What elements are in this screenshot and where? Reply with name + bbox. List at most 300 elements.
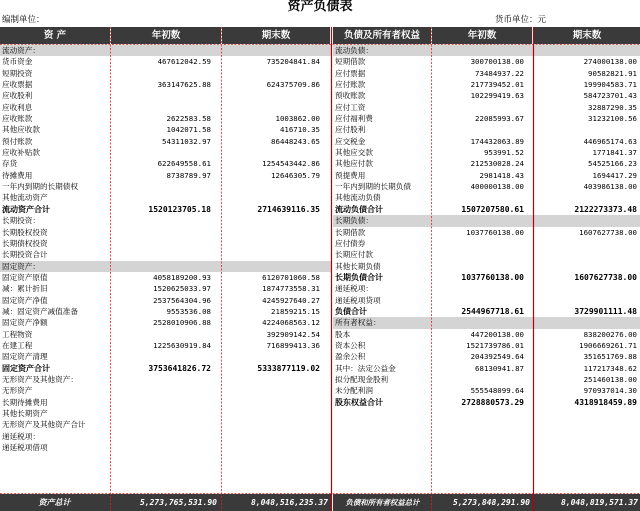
row-begin-value	[111, 147, 211, 158]
liab-total-label: 负债和所有者权益总计	[345, 498, 420, 507]
row-label	[334, 465, 431, 476]
row-label: 流动资产合计	[2, 204, 50, 214]
row-label: 其他应付款	[335, 159, 373, 169]
table-row	[333, 170, 640, 181]
row-end-value	[222, 192, 320, 203]
page-title: 资产负债表	[287, 0, 353, 14]
row-end-value: 274000138.00	[583, 57, 637, 67]
row-end-value: 1254543442.86	[262, 159, 320, 169]
row-end-value: 1771841.37	[592, 148, 637, 158]
row-label: 长期投资合计	[2, 250, 48, 260]
table-row	[0, 431, 331, 442]
row-begin-value: 174432063.89	[470, 136, 524, 146]
row-begin-value	[432, 295, 524, 306]
row-begin-value	[111, 249, 211, 260]
table-row	[333, 374, 640, 385]
row-label: 货币资金	[2, 57, 33, 67]
row-end-value	[222, 215, 320, 226]
row-end-value: 446965174.63	[583, 136, 637, 146]
row-end-value: 416710.35	[279, 125, 320, 135]
row-label: 其他长期负债	[335, 261, 381, 271]
row-label: 应付福利费	[335, 114, 373, 124]
row-label: 拟分配现金股利	[335, 374, 389, 384]
row-end-value	[222, 351, 320, 362]
row-end-value: 90582821.91	[588, 68, 637, 78]
table-row	[0, 340, 331, 351]
asset-total-row	[0, 494, 331, 511]
row-begin-value	[432, 374, 524, 385]
row-begin-value: 102299419.63	[470, 91, 524, 101]
row-label: 应收补贴款	[2, 148, 40, 158]
row-begin-value	[111, 192, 211, 203]
row-end-value: 838200276.00	[583, 329, 637, 339]
row-begin-value: 1521739786.01	[466, 340, 524, 350]
table-row	[0, 113, 331, 124]
table-row	[333, 408, 640, 419]
table-row	[333, 158, 640, 169]
row-end-value: 54525166.23	[588, 159, 637, 169]
currency-unit-label: 货币单位：元	[495, 15, 547, 25]
row-label: 应收股利	[2, 91, 33, 101]
row-begin-value: 363147625.88	[157, 80, 211, 90]
table-row	[0, 374, 331, 385]
table-row	[0, 181, 331, 192]
row-label: 流动负债：	[335, 46, 373, 55]
liab-total-begin: 5,273,848,291.90	[452, 498, 530, 507]
row-label: 固定资产净值	[2, 295, 48, 305]
row-end-value	[222, 181, 320, 192]
row-end-value: 32887290.35	[588, 102, 637, 112]
row-end-value	[534, 453, 637, 464]
row-label: 长期待摊费用	[2, 397, 48, 407]
row-label: 应付工资	[335, 102, 366, 112]
table-row	[0, 465, 331, 476]
row-label: 流动负债合计	[335, 204, 383, 214]
row-begin-value	[111, 102, 211, 113]
row-end-value	[534, 295, 637, 306]
row-label: 应付股利	[335, 125, 366, 135]
row-end-value	[222, 102, 320, 113]
row-begin-value: 2528010906.88	[153, 318, 211, 328]
row-end-value: 403986138.00	[583, 182, 637, 192]
row-label: 待摊费用	[2, 170, 33, 180]
row-begin-value	[432, 45, 524, 56]
table-row	[333, 147, 640, 158]
row-begin-value	[111, 385, 211, 396]
liab-total-end: 8,048,819,571.37	[560, 498, 638, 507]
row-begin-value	[432, 238, 524, 249]
row-begin-value	[432, 465, 524, 476]
row-label: 一年内到期的长期负债	[335, 182, 411, 192]
row-begin-value	[432, 419, 524, 430]
row-end-value: 716899413.36	[266, 340, 320, 350]
row-label	[334, 408, 431, 419]
liability-table	[333, 45, 640, 494]
row-begin-value: 1225630919.84	[153, 340, 211, 350]
header-liab-end: 期末数	[534, 27, 640, 44]
row-begin-value	[111, 397, 211, 408]
table-row	[0, 124, 331, 135]
row-label: 固定资产：	[2, 261, 40, 271]
header-liab: 负债及所有者权益	[333, 27, 431, 44]
asset-total-label: 资产总计	[38, 498, 71, 507]
table-row	[333, 227, 640, 238]
table-row	[333, 397, 640, 408]
row-end-value	[222, 147, 320, 158]
row-end-value	[222, 238, 320, 249]
row-begin-value	[111, 215, 211, 226]
table-row	[0, 215, 331, 226]
row-end-value: 4245927640.27	[262, 295, 320, 305]
table-row	[333, 419, 640, 430]
row-label: 资本公积	[335, 340, 366, 350]
liab-total-row	[333, 494, 640, 511]
row-end-value: 251460138.00	[583, 374, 637, 384]
table-row	[0, 45, 331, 56]
row-begin-value	[111, 408, 211, 419]
table-row	[0, 442, 331, 453]
row-begin-value	[432, 283, 524, 294]
row-begin-value	[432, 408, 524, 419]
row-begin-value: 953991.52	[483, 148, 524, 158]
row-begin-value: 73484937.22	[475, 68, 524, 78]
row-begin-value: 2537564304.96	[153, 295, 211, 305]
table-row	[333, 317, 640, 328]
row-begin-value: 54311032.97	[162, 136, 211, 146]
row-label: 预提费用	[335, 170, 366, 180]
row-begin-value	[432, 192, 524, 203]
row-label: 无形资产	[2, 386, 33, 396]
row-begin-value	[111, 453, 211, 464]
row-end-value: 5333877119.02	[257, 363, 320, 373]
row-end-value	[534, 317, 637, 328]
table-row	[0, 385, 331, 396]
row-end-value	[222, 408, 320, 419]
row-begin-value: 1037760138.00	[461, 272, 524, 282]
table-row	[0, 68, 331, 79]
row-begin-value	[111, 238, 211, 249]
row-end-value: 1003862.00	[275, 114, 320, 124]
table-row	[0, 419, 331, 430]
row-end-value	[534, 124, 637, 135]
table-row	[0, 329, 331, 340]
row-begin-value	[111, 227, 211, 238]
row-end-value	[534, 249, 637, 260]
row-end-value: 584723701.43	[583, 91, 637, 101]
table-row	[0, 397, 331, 408]
table-row	[333, 249, 640, 260]
row-label: 短期投资	[2, 68, 33, 78]
row-end-value	[222, 453, 320, 464]
row-end-value	[534, 283, 637, 294]
table-row	[333, 45, 640, 56]
row-label: 其他长期资产	[2, 409, 48, 418]
row-label: 长期债权投资	[2, 238, 48, 248]
table-row	[333, 181, 640, 192]
row-begin-value	[432, 102, 524, 113]
row-label	[1, 465, 110, 476]
row-end-value: 12646305.79	[271, 170, 320, 180]
asset-total-end: 8,048,516,235.37	[250, 498, 328, 507]
row-end-value: 2714639116.35	[257, 204, 320, 214]
row-end-value: 1607627738.00	[579, 227, 637, 237]
row-label: 存货	[2, 159, 18, 169]
row-begin-value	[432, 215, 524, 226]
row-begin-value: 2544967718.61	[461, 306, 524, 316]
row-label: 无形资产及其他资产合计	[2, 420, 86, 430]
row-label: 递延税项借项	[2, 443, 48, 453]
row-label: 其中：法定公益金	[335, 363, 396, 373]
table-row	[333, 136, 640, 147]
table-row	[333, 351, 640, 362]
row-end-value: 117217348.62	[583, 363, 637, 373]
row-end-value: 199904583.71	[583, 80, 637, 90]
table-row	[333, 113, 640, 124]
table-row	[333, 90, 640, 101]
row-label: 股本	[335, 329, 351, 339]
row-end-value	[534, 408, 637, 419]
row-begin-value: 212530028.24	[470, 159, 524, 169]
row-label: 长期应付款	[335, 250, 373, 260]
row-end-value	[222, 45, 320, 56]
row-label: 预付账款	[2, 136, 33, 146]
row-begin-value	[111, 419, 211, 430]
row-begin-value	[432, 249, 524, 260]
row-begin-value: 467612042.59	[157, 57, 211, 67]
row-label: 其他流动资产	[2, 193, 48, 203]
table-row	[333, 238, 640, 249]
row-label: 应收账款	[2, 114, 33, 124]
row-end-value	[222, 419, 320, 430]
row-label: 无形资产及其他资产：	[2, 374, 78, 384]
table-row	[0, 102, 331, 113]
table-row	[333, 272, 640, 283]
table-row	[0, 306, 331, 317]
table-row	[333, 192, 640, 203]
header-asset: 资 产	[0, 27, 110, 44]
row-label: 减：累计折旧	[2, 284, 48, 294]
row-begin-value: 1520123705.18	[148, 204, 211, 214]
table-row	[333, 431, 640, 442]
table-row	[333, 329, 640, 340]
row-begin-value	[111, 351, 211, 362]
row-begin-value: 9553536.08	[166, 306, 211, 316]
row-end-value: 351651769.88	[583, 352, 637, 362]
row-end-value	[534, 465, 637, 476]
row-begin-value	[111, 329, 211, 340]
table-row	[333, 56, 640, 67]
table-row	[333, 79, 640, 90]
table-row	[333, 102, 640, 113]
table-row	[333, 363, 640, 374]
row-end-value: 2122273373.48	[574, 204, 637, 214]
row-begin-value	[111, 90, 211, 101]
row-label: 应收票据	[2, 80, 33, 90]
row-begin-value	[111, 442, 211, 453]
asset-total-begin: 5,273,765,531.90	[139, 498, 217, 507]
row-begin-value: 622649558.61	[157, 159, 211, 169]
compiler-unit-label: 编制单位：	[2, 15, 45, 25]
row-end-value: 624375709.86	[266, 80, 320, 90]
row-begin-value: 8738789.97	[166, 170, 211, 180]
row-label: 盈余公积	[335, 352, 366, 362]
row-begin-value: 300700138.00	[470, 57, 524, 67]
table-row	[333, 283, 640, 294]
row-begin-value	[111, 431, 211, 442]
row-end-value: 1874773558.31	[262, 284, 320, 294]
table-row	[0, 90, 331, 101]
row-label: 长期负债合计	[335, 272, 383, 282]
row-end-value	[222, 397, 320, 408]
table-row	[333, 215, 640, 226]
table-row	[0, 79, 331, 90]
header-liab-begin: 年初数	[432, 27, 532, 44]
row-begin-value: 204392549.64	[470, 352, 524, 362]
row-begin-value: 2728880573.29	[461, 397, 524, 407]
table-row	[0, 351, 331, 362]
row-begin-value: 1037760138.00	[466, 227, 524, 237]
table-row	[0, 170, 331, 181]
row-begin-value: 447200138.00	[470, 329, 524, 339]
asset-table	[0, 45, 331, 494]
row-end-value	[222, 374, 320, 385]
row-label: 其他应交款	[335, 148, 373, 158]
table-row	[333, 385, 640, 396]
row-label	[334, 442, 431, 453]
row-begin-value	[432, 317, 524, 328]
row-label	[1, 453, 110, 464]
row-end-value	[222, 465, 320, 476]
row-end-value: 4224068563.12	[262, 318, 320, 328]
row-end-value	[222, 227, 320, 238]
table-row	[0, 453, 331, 464]
row-end-value	[222, 90, 320, 101]
table-row	[0, 56, 331, 67]
header-asset-begin: 年初数	[111, 27, 221, 44]
row-label: 长期股权投资	[2, 227, 48, 237]
table-row	[333, 204, 640, 215]
row-end-value	[534, 419, 637, 430]
row-begin-value: 555548099.64	[470, 386, 524, 396]
table-row	[0, 363, 331, 374]
row-end-value	[534, 215, 637, 226]
row-end-value: 31232100.56	[588, 114, 637, 124]
table-row	[0, 136, 331, 147]
table-row	[0, 249, 331, 260]
row-label	[334, 419, 431, 430]
row-begin-value: 400000138.00	[470, 182, 524, 192]
table-row	[333, 295, 640, 306]
table-row	[0, 317, 331, 328]
row-label: 递延税项：	[335, 284, 373, 294]
row-label: 未分配利润	[335, 386, 373, 396]
row-begin-value: 1507207580.61	[461, 204, 524, 214]
row-label: 所有者权益：	[335, 318, 381, 328]
row-begin-value	[111, 45, 211, 56]
table-row	[0, 408, 331, 419]
table-row	[0, 238, 331, 249]
row-label: 减：固定资产减值准备	[2, 306, 78, 316]
row-label: 应付账款	[335, 80, 366, 90]
table-row	[0, 283, 331, 294]
row-end-value	[222, 442, 320, 453]
row-begin-value: 1520625033.97	[153, 284, 211, 294]
row-end-value: 1694417.29	[592, 170, 637, 180]
row-end-value	[534, 238, 637, 249]
table-row	[333, 465, 640, 476]
row-label: 应付债券	[335, 238, 366, 248]
row-label	[334, 453, 431, 464]
row-label	[334, 431, 431, 442]
row-begin-value	[432, 442, 524, 453]
row-begin-value	[432, 431, 524, 442]
row-begin-value: 2622583.58	[166, 114, 211, 124]
row-label: 负债合计	[335, 306, 367, 316]
row-begin-value	[111, 374, 211, 385]
row-end-value: 392909142.54	[266, 329, 320, 339]
table-row	[0, 272, 331, 283]
row-label: 递延税项贷项	[335, 295, 381, 305]
row-begin-value	[111, 465, 211, 476]
row-label: 固定资产原值	[2, 272, 48, 282]
table-row	[0, 204, 331, 215]
table-row	[333, 306, 640, 317]
table-row	[0, 295, 331, 306]
row-end-value: 3729901111.48	[574, 306, 637, 316]
row-end-value	[534, 45, 637, 56]
table-row	[0, 261, 331, 272]
row-end-value: 970937014.30	[583, 386, 637, 396]
row-begin-value: 1042071.58	[166, 125, 211, 135]
row-begin-value	[432, 124, 524, 135]
row-label: 固定资产清理	[2, 352, 48, 362]
row-end-value: 86448243.65	[271, 136, 320, 146]
row-end-value: 1607627738.00	[574, 272, 637, 282]
row-label: 长期负债：	[335, 216, 373, 226]
row-label: 一年内到期的长期债权	[2, 182, 78, 192]
row-label: 长期借款	[335, 227, 366, 237]
row-label: 长期投资：	[2, 216, 40, 226]
row-end-value	[222, 385, 320, 396]
row-end-value	[534, 192, 637, 203]
row-begin-value: 3753641826.72	[148, 363, 211, 373]
table-row	[333, 453, 640, 464]
row-label: 递延税项：	[2, 431, 40, 441]
table-row	[333, 261, 640, 272]
row-begin-value	[432, 261, 524, 272]
row-label: 应交税金	[335, 136, 366, 146]
row-label: 股东权益合计	[335, 397, 383, 407]
row-end-value: 4318918459.89	[574, 397, 637, 407]
table-row	[0, 227, 331, 238]
row-begin-value: 68130941.87	[475, 363, 524, 373]
table-row	[0, 192, 331, 203]
row-label: 预收账款	[335, 91, 366, 101]
row-end-value	[222, 261, 320, 272]
table-row	[0, 147, 331, 158]
table-row	[333, 340, 640, 351]
row-label: 固定资产净额	[2, 318, 48, 328]
header-asset-end: 期末数	[222, 27, 330, 44]
row-end-value	[534, 261, 637, 272]
row-end-value: 6120701060.58	[262, 272, 320, 282]
row-label: 固定资产合计	[2, 363, 50, 373]
row-begin-value: 22085993.67	[475, 114, 524, 124]
table-row	[0, 158, 331, 169]
row-label: 其他应收款	[2, 125, 40, 135]
row-end-value	[222, 431, 320, 442]
row-begin-value	[432, 453, 524, 464]
